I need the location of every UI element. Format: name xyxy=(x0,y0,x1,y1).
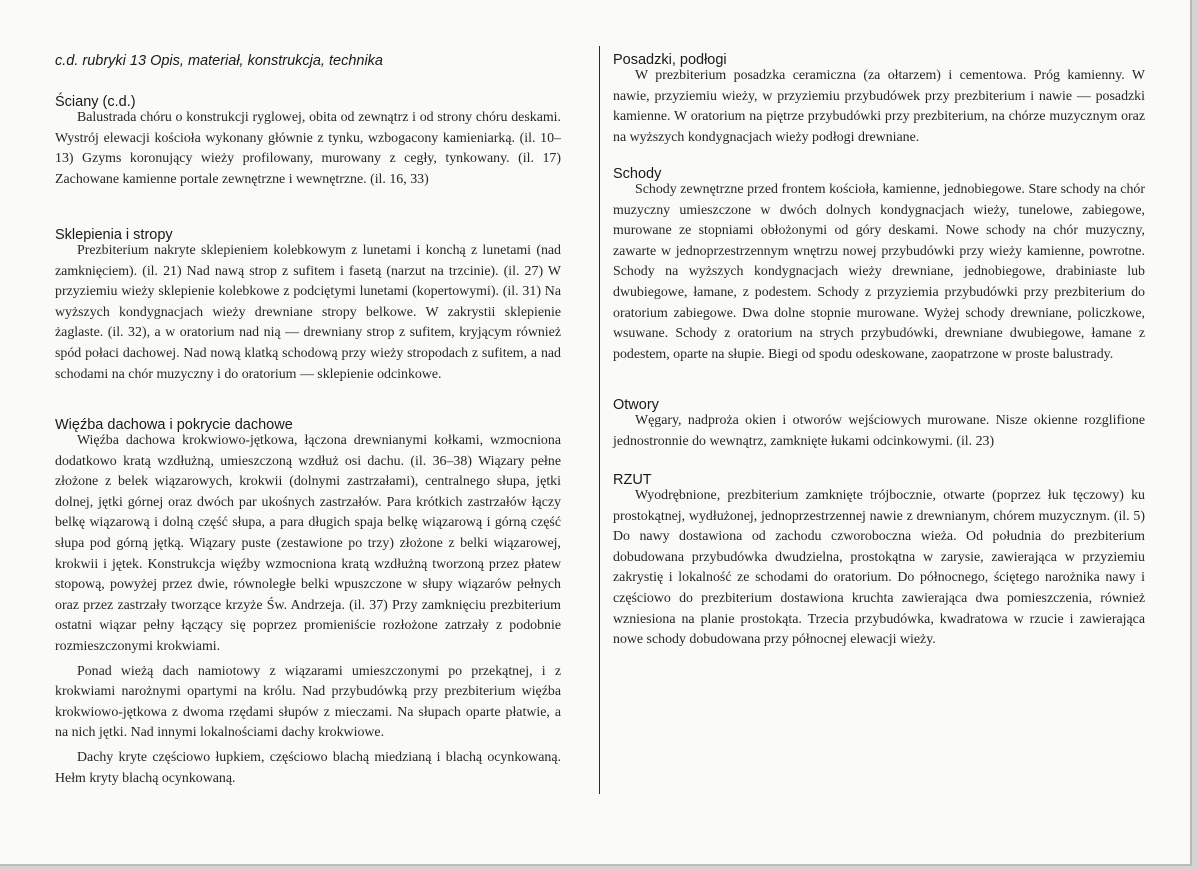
section-title-sciany: Ściany (c.d.) xyxy=(55,94,136,110)
paragraph: Dachy kryte częściowo łupkiem, częściowo blachą miedzianą i blachą ocynkowaną. Hełm kryty blachą ocynkowaną. xyxy=(55,749,561,786)
section-title-rzut: RZUT xyxy=(613,472,652,488)
paragraph: W prezbiterium posadzka ceramiczna (za ołtarzem) i cementowa. Próg kamienny. W nawie, przyziemiu wieży, w przyziemiu przybudówek przy prezbiterium i nawie — posadzki kamienne. W oratorium na piętrze przybudówki przy prezbiterium, na chórze muzycznym oraz na wyższych kondygnacjach wieży podłogi drewniane. xyxy=(613,68,1145,145)
section-body-schody xyxy=(613,180,1145,365)
column-divider xyxy=(599,46,600,794)
paragraph: Schody zewnętrzne przed frontem kościoła, kamienne, jednobiegowe. Stare schody na chór muzyczny umieszczone w dwóch dolnych kondygnacjach wieży, tunelowe, zabiegowe, murowane ze stopniami obłożonymi od góry deskami. Nowe schody na chór muzyczny, zawarte w jednoprzestrzennym wnętrzu nowej przybudówki przy wieży kamienne, powrotne. Schody na wyższych kondygnacjach wieży drewniane, jednobiegowe, drabiniaste lub dwubiegowe, łamane, z podestem. Schody z przyziemia przybudówki przy prezbiterium do oratorium zabiegowe. Dwa dolne stopnie murowane. Wyżej schody drewniane, policzkowe, wsuwane. Schody z oratorium na strych przybudówki, drewniane dwubiegowe, łamane z podestem, oparte na słupie. Biegi od spodu odeskowane, zaopatrzone w proste balustrady. xyxy=(613,182,1145,362)
section-title-posadzki: Posadzki, podłogi xyxy=(613,52,727,68)
paragraph: Wyodrębnione, prezbiterium zamknięte trójbocznie, otwarte (poprzez łuk tęczowy) ku prostokątnej, wydłużonej, jednoprzestrzennej nawie z drewnianym, chórem muzycznym. (il. 5) Do nawy dostawiona od zachodu czworoboczna wieża. Od południa do prezbiterium dobudowana przybudówka dwudzielna, prostokątna w zarysie, zawierająca w przyziemiu zakrystię i lokalność ze schodami do oratorium. Do północnego, ściętego narożnika nawy i częściowo do prezbiterium dostawiona kruchta zawierająca dwa pomieszczenia, również wzniesiona na planie prostokąta. Trzecia przybudówka, kwadratowa w rzucie i zawierająca nowe schody dobudowana przy północnej elewacji wieży. xyxy=(613,488,1145,648)
section-title-sklepienia: Sklepienia i stropy xyxy=(55,227,173,243)
section-body-wiezba xyxy=(55,431,561,789)
section-body-sklepienia xyxy=(55,241,561,385)
section-body-sciany xyxy=(55,108,561,190)
paragraph: Węgary, nadproża okien i otworów wejściowych murowane. Nisze okienne rozglifione jednostronnie do wewnątrz, zamknięte łukami odcinkowymi. (il. 23) xyxy=(613,413,1145,449)
section-title-schody: Schody xyxy=(613,166,662,182)
paragraph: Balustrada chóru o konstrukcji ryglowej, obita od zewnątrz i od strony chóru deskami. Wystrój elewacji kościoła wykonany głównie z tynku, wzbogacony kamieniarką. (il. 10–13) Gzyms koronujący wieży profilowany, murowany z cegły, tynkowany. (il. 17) Zachowane kamienne portale zewnętrzne i wewnętrzne. (il. 16, 33) xyxy=(55,110,561,187)
page-header: c.d. rubryki 13 Opis, materiał, konstrukcja, technika xyxy=(55,53,383,69)
section-body-rzut xyxy=(613,486,1145,651)
section-title-otwory: Otwory xyxy=(613,397,659,413)
paragraph: Ponad wieżą dach namiotowy z wiązarami umieszczonymi po przekątnej, i z krokwiami narożnymi opartymi na królu. Nad przybudówką przy prezbiterium więźba krokwiowo-jętkowa z dwoma rzędami słupów z mieczami. Na słupach oparte płatwie, a na nich jętki. Nad innymi lokalnościami dachy krokwiowe. xyxy=(55,663,561,741)
section-body-posadzki xyxy=(613,66,1145,148)
paragraph: Więźba dachowa krokwiowo-jętkowa, łączona drewnianymi kołkami, wzmocniona dodatkowo kratą wzdłużną, umieszczoną wzdłuż osi dachu. (il. 36–38) Wiązary pełne złożone z belek wiązarowych, krokwii (dolnymi zastrzałami), centralnego słupa, jętki dolnej, jętki górnej oraz dwóch par ukośnych zastrzałów. Para krótkich zastrzałów łączy belkę wiązarową i dolną część słupa, a para długich spaja belkę wiązarową i górną część słupa pod górną jętką. Wiązary puste (zestawione po trzy) złożone z belki wiązarowej, krokwii i jętek. Konstrukcja więźby wzmocniona kratą wzdłużną tworzoną przez płatew stopową, powyżej przez dwie, równoległe belki wpuszczone w słupy wiązarów pełnych oraz przez zastrzały tworzące krzyże Św. Andrzeja. (il. 37) Przy zamknięciu prezbiterium ostatni wiązar pełny łączący się poprzez promieniście rozłożone zatrzały z podobnie rozmieszczonymi krokwiami. xyxy=(55,433,561,654)
section-body-otwory xyxy=(613,411,1145,452)
paragraph: Prezbiterium nakryte sklepieniem kolebkowym z lunetami i konchą z lunetami (nad zamknięciem). (il. 21) Nad nawą strop z sufitem i fasetą (narzut na trzcinie). (il. 27) W przyziemiu wieży sklepienie kolebkowe z podciętymi lunetami (kopertowymi). (il. 31) Na wyższych kondygnacjach wieży drewniane stropy belkowe. W zakrystii sklepienie żaglaste. (il. 32), a w oratorium nad nią — drewniany strop z sufitem, kryjącym również spód połaci dachowej. Nad nową klatką schodową przy wieży stropodach z sufitem, a nad schodami na chór muzyczny i do oratorium — sklepienie odcinkowe. xyxy=(55,243,561,382)
section-title-wiezba: Więźba dachowa i pokrycie dachowe xyxy=(55,417,293,433)
